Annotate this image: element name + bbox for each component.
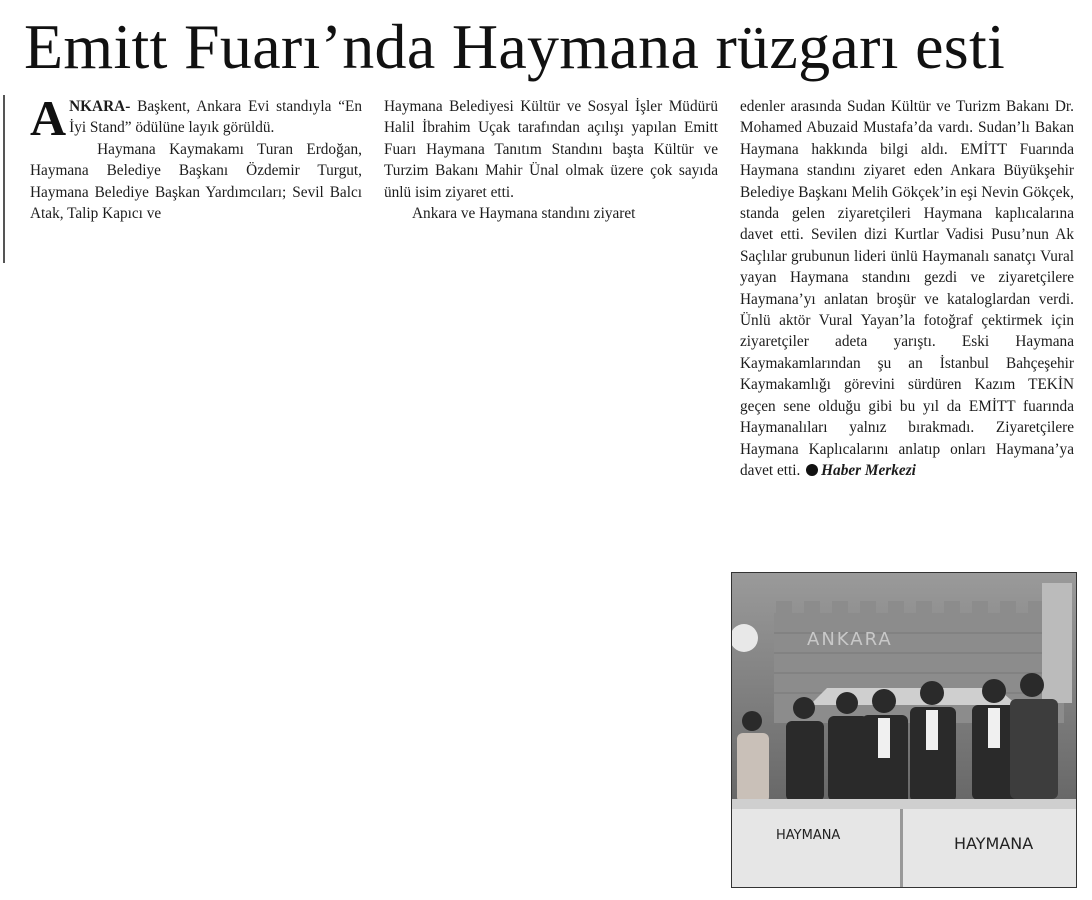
paragraph [740,96,1074,481]
article-column-3 [740,96,1074,481]
article-column-1 [30,90,362,224]
news-photo [731,572,1077,888]
counter-label-right: HAYMANA [954,834,1034,853]
stand-sign: ANKARA [807,629,893,650]
lead-paragraph [30,90,362,146]
article-column-2 [384,96,718,224]
drop-cap: A [30,90,67,146]
counter-label-left: HAYMANA [776,828,841,843]
photo-illustration [732,573,1076,887]
column-rule [3,95,5,263]
headline: Emitt Fuarı’nda Haymana rüzgarı esti [24,11,1006,82]
byline: Haber Merkezi [821,461,916,479]
paragraph: Haymana Kaymakamı Turan Erdoğan, Haymana Belediye Başkanı Özdemir Turgut, Haymana Belediye Başkan Yardımcıları; Sevil Balcı Atak, Talip Kapıcı ve [30,140,362,223]
paragraph-text: edenler arasında Sudan Kültür ve Turizm Bakanı Dr. Mohamed Abuzaid Mustafa’da vardı. Sudan’lı Bakan Haymana hakkında bilgi aldı. EMİTT Fuarında Haymana standını ziyaret eden Ankara Büyükşehir Belediye Başkanı Melih Gökçek’in eşi Nevin Gökçek, standa gelen ziyaretçileri Haymana kaplıcalarına davet etti. Sevilen dizi Kurtlar Vadisi Pusu’nun Ak Saçlılar grubunun lideri ünlü Haymanalı sanatçı Vural yayan Haymana standını gezdi ve ziyaretçilere Haymana’yı anlatan broşür ve kataloglardan verdi. Ünlü aktör Vural Yayan’la fotoğraf çektirmek için ziyaretçiler adeta yarıştı. Eski Haymana Kaymakamlarından şu an İstanbul Bahçeşehir Kaymakamlığı görevini sürdüren Kazım TEKİN geçen sene olduğu gibi bu yıl da EMİTT fuarında Haymanalıları yalnız bırakmadı. Ziyaretçilere Haymana Kaplıcalarını anlatıp onları Haymana’ya davet etti. [740,98,1074,479]
paragraph: Haymana Belediyesi Kültür ve Sosyal İşler Müdürü Halil İbrahim Uçak tarafından açılışı yapılan Emitt Fuarı Haymana Tanıtım Standını başta Kültür ve Turzim Bakanı Mahir Ünal olmak üzere çok sayıda ünlü isim ziyaret etti. [384,98,718,201]
lead-text: Başkent, Ankara Evi standıyla “En İyi Stand” ödülüne layık görüldü. [69,98,362,137]
dateline: NKARA- [69,98,131,115]
paragraph: Ankara ve Haymana standını ziyaret [412,205,636,223]
bullet-icon [806,464,818,476]
